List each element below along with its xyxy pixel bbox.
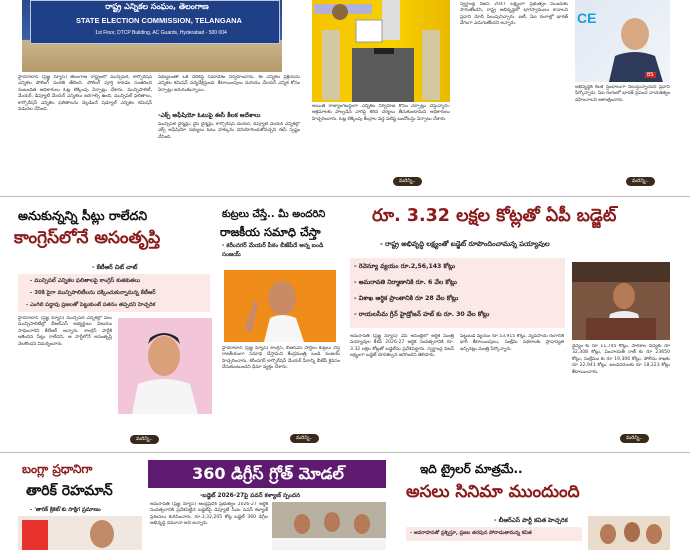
tarique-photo	[18, 516, 142, 550]
section-divider-top	[0, 196, 690, 197]
sec-sign-address: 1st Floor, DTCP Building, AC Guards, Hyderabad - 500 004	[95, 30, 227, 36]
ballot-box-illustration	[312, 0, 450, 102]
ktr-bullet-1: - మున్సిపల్ ఎన్నికల ఫలితాలపై కాంగ్రెస్ కుతకుతలు	[30, 278, 141, 284]
budget-bullet-4: - రాయలసీమ గ్రీన్ హైడ్రోజన్ హబ్ కు రూ. 30 వేల కోట్లు	[354, 311, 490, 318]
pawan-subhead: -బడ్జెట్ 2026-27పై పవన్ కళ్యాణ్ స్పందన	[200, 493, 301, 499]
more-button-modi[interactable]: మరిన్ని..	[626, 177, 655, 186]
more-button-ballot[interactable]: మరిన్ని..	[393, 177, 422, 186]
more-button-budget[interactable]: మరిన్ని..	[620, 434, 649, 443]
sanjay-photo	[224, 270, 336, 342]
ballot-article-text: అయితే రాజ్యాంగబద్ధంగా ఎన్నికల నిర్వహణ కోసం ఏర్పాట్లు చేస్తున్నారు. అక్రమాలకు పాల్పడిన వారిపై కఠిన చర్యలు తీసుకుంటామని అధికారులు హెచ్చరించారు. ఓట్ల లెక్కింపు కేంద్రాల వద్ద పటిష్ట బందోబస్తు ఏర్పాటు చేశారు.	[312, 104, 450, 122]
sec-article-col2: సభ్యులంతా ఒకే వేదికపై సమావేశం నిర్వహించారు. ఈ ఎన్నికల ప్రక్రియను ఎన్నికల కమిషన్ పర్యవేక్షిస్తుంది. కేటాయింపులు మరియు మేయర్ ఎన్నిక కోసం ఏర్పాట్లు జరుగుతున్నాయి.	[158, 75, 300, 93]
budget-bullet-3: - విశాఖ ఆర్థిక ప్రాంతానికి రూ 28 వేల కోట్లు	[354, 295, 459, 302]
pawan-photo	[272, 502, 386, 550]
budget-article-col1: అమరావతి (ప్రజ్ఞ న్యూస్) ఏపీ అసెంబ్లీలో ఆర్థిక మంత్రి పయ్యావుల కేశవ్ 2026-27 ఆర్థిక సంవత్సరానికి రూ. 3.32 లక్షల కోట్లతో బడ్జెట్‌ను ప్రవేశపెట్టారు. స్వర్ణాంధ్ర విజన్ లక్ష్యంగా బడ్జెట్ రూపకల్పన జరిగిందని తెలిపారు.	[350, 334, 454, 359]
ktr-article-text: హైదరాబాద్ (ప్రజ్ఞ న్యూస్) మున్సిపల్ ఎన్నికల్లో పలు మున్సిపాలిటీల్లో బీఆర్ఎస్ అభ్యర్థులు విజయం సాధించారని కేటీఆర్ అన్నారు. కాంగ్రెస్ పార్టీకి ఆశించిన సీట్లు రాలేదని, ఆ పార్టీలోనే అసంతృప్తి నెలకొందని విమర్శించారు.	[18, 316, 112, 347]
ktr-subhead: - కేటీఆర్ చిట్ చాట్	[92, 264, 138, 271]
sanjay-subhead: - కరీంనగర్ మేయర్ పీఠం బీజేపీదే అన్న బండి సంజయ్	[222, 243, 324, 258]
sec-building-photo	[22, 0, 282, 72]
more-button-ktr[interactable]: మరిన్ని..	[130, 435, 159, 444]
kavitha-bullet: - అవగాహనతో ప్రశ్నిస్తూ, ప్రజల తరపున పోరాడుతామన్న కవిత	[410, 530, 532, 536]
modi-photo	[575, 0, 670, 82]
budget-bullet-2: - అమరావతి నిర్మాణానికి రూ. 6 వేల కోట్లు	[354, 279, 457, 286]
pawan-article-text: అమరావతి (ప్రజ్ఞ న్యూస్) ఆంధ్రప్రదేశ్ ప్రభుత్వం 2026-27 ఆర్థిక సంవత్సరానికి ప్రవేశపెట్టిన బడ్జెట్‌పై డిప్యూటీ సీఎం పవన్ కళ్యాణ్ ప్రశంసలు కురిపించారు. రూ.3,32,205 కోట్ల బడ్జెట్ 360 డిగ్రీల అభివృద్ధి నమూనా అని అన్నారు.	[150, 502, 268, 527]
budget-bullet-1: - రెవెన్యూ వ్యయం రూ.2,56,143 కోట్లు	[354, 263, 456, 270]
more-button-sanjay[interactable]: మరిన్ని..	[290, 434, 319, 443]
section-divider-middle	[0, 452, 690, 453]
budget-headline: రూ. 3.32 లక్షల కోట్లతో ఏపీ బడ్జెట్	[372, 206, 617, 226]
kavitha-subhead: - బీఆర్ఎస్ పార్టీ కవిత హెచ్చరిక	[494, 517, 568, 524]
tarique-headline-kicker: బంగ్లా ప్రధానిగా	[22, 462, 93, 476]
sanjay-headline: రాజకీయ సమాధి చేస్తా	[220, 225, 321, 239]
tarique-headline: తారిక్ రెహమాన్	[26, 483, 113, 499]
event-brand-logo: CE	[577, 10, 597, 26]
sec-sign-telugu: రాష్ట్ర ఎన్నికల సంఘం, తెలంగాణ	[105, 2, 209, 11]
event-brand-badge: BS	[647, 72, 654, 78]
tarique-subhead: - 'తారిక్ క్రికెట్'కు సాక్షిగ ప్రమాణం	[30, 507, 101, 513]
ktr-photo	[118, 318, 212, 414]
sanjay-headline-kicker: కుట్రలు చేస్తే.. మీ అందరిని	[222, 209, 326, 220]
budget-article-col3: వైద్యం కు రూ 11,745 కోట్లు, పాఠశాల విద్యకు రూ 32,308 కోట్లు, పంచాయతీ రాజ్ కు రూ 23650 కోట్లు, సంక్షేమం కు రూ 19,306 కోట్లు, పోలీసు శాఖకు రూ 22,941 కోట్లు, జలవనరులకు రూ 18,223 కోట్లు కేటాయించారు.	[572, 344, 670, 375]
ballot-box-photo	[312, 0, 450, 102]
payyavula-photo	[572, 262, 670, 340]
ktr-bullet-3: - ఎంగిలి పడ్డావు ప్రజలతో పెట్టుకుంటే పతనం తప్పదని హెచ్చరిక	[26, 302, 156, 308]
budget-subhead: - రాష్ట్ర అభివృద్ధి లక్ష్యంతో బడ్జెట్ రూపొందించామన్న పయ్యావుల	[380, 240, 550, 248]
kavitha-headline-kicker: ఇది ట్రైలర్ మాత్రమే..	[420, 462, 523, 476]
sec-sign-english: STATE ELECTION COMMISSION, TELANGANA	[76, 16, 242, 25]
ktr-headline-kicker: అనుకున్నన్ని సీట్లు రాలేదని	[18, 208, 148, 223]
ktr-bullet-2: - 30కి పైగా మున్సిపాలిటీలను దక్కించుకున్నామన్న కేటీఆర్	[30, 290, 156, 296]
sanjay-article-text: హైదరాబాద్ (ప్రజ్ఞ న్యూస్) కాంగ్రెస్, బీఆర్ఎస్ పార్టీలు కుట్రలు చేస్తే రాజకీయంగా సమాధి చేస్తామని కేంద్రమంత్రి బండి సంజయ్ హెచ్చరించారు. కరీంనగర్ కార్పొరేషన్ మేయర్ పీఠాన్ని బీజేపీ కైవసం చేసుకుంటుందని ధీమా వ్యక్తం చేశారు.	[222, 346, 340, 371]
budget-article-col2: పెట్టుబడి వ్యయం రూ.53,915 కోట్లు, వ్యవసాయ రంగానికి భారీ కేటాయింపులు, సంక్షేమ పథకాలకు ప్రాధాన్యత ఇచ్చినట్లు మంత్రి పేర్కొన్నారు.	[460, 334, 564, 352]
ktr-headline: కాంగ్రెస్‌లోనే అసంతృప్తి	[14, 228, 161, 248]
kavitha-headline: అసలు సినిమా ముందుంది	[406, 482, 580, 502]
sec-article-col1: హైదరాబాద్ (ప్రజ్ఞ న్యూస్) తెలంగాణ రాష్ట్రంలో మున్సిపల్, కార్పొరేషన్ ఎన్నికల పోలింగ్ సంగతి తేలింది. పోలింగ్ పూర్తి కావడం సంతరించి సంబంధిత అధికారులు ఓట్ల లెక్కింపు ఏర్పాట్లు చేశారు. మున్సిపాలిటీ, మేయర్, డిప్యూటీ మేయర్ ఎన్నికలు జరగాల్సి ఉంది. మున్సిపల్ ఫలితాలు, కార్పొరేషన్ ఎన్నికల ఫలితాలను వెల్లడించే షెడ్యూల్ ఎన్నికల కమిషన్ విడుదల చేసింది.	[18, 75, 152, 113]
sec-article-col2b: మున్సిపల్ చైర్మన్లు, వైస్ చైర్మన్లు, కార్పొరేషన్ మేయర్, డిప్యూటీ మేయర్ ఎన్నికల్లో ఎక్స్ అఫీషియో సభ్యులు ఓటు హక్కును వినియోగించుకోవచ్చని ఈసీ స్పష్టం చేసింది.	[158, 122, 300, 140]
modi-article-col2: అభివృద్ధికి కీలక స్తంభాలుగా నిలుస్తున్నాయని ప్రధాని పేర్కొన్నారు. ఏఐ రంగంలో భారత్ ప్రపంచ నాయకత్వం వహించాలని ఆకాంక్షించారు.	[575, 85, 670, 103]
pawan-headline: 360 డిగ్రీస్ గ్రోత్ మోడల్	[192, 464, 344, 483]
modi-article-col1: స్వర్ణాంధ్ర విజన్ 2047 లక్ష్యంగా ప్రభుత్వం ముందుకు సాగుతోందని, రాష్ట్ర అభివృద్ధిలో భాగస్వాములు కావాలని ప్రధాని మోదీ పిలుపునిచ్చారు. ఐటీ, ఏఐ రంగాల్లో భారత్ వేగంగా ఎదుగుతోందని అన్నారు.	[460, 2, 568, 27]
kavitha-photo	[588, 516, 670, 550]
sec-article-subhead: -ఎక్స్ అఫీషియో ఓటుపై ఈసీ కీలక ఆదేశాలు	[158, 112, 261, 119]
